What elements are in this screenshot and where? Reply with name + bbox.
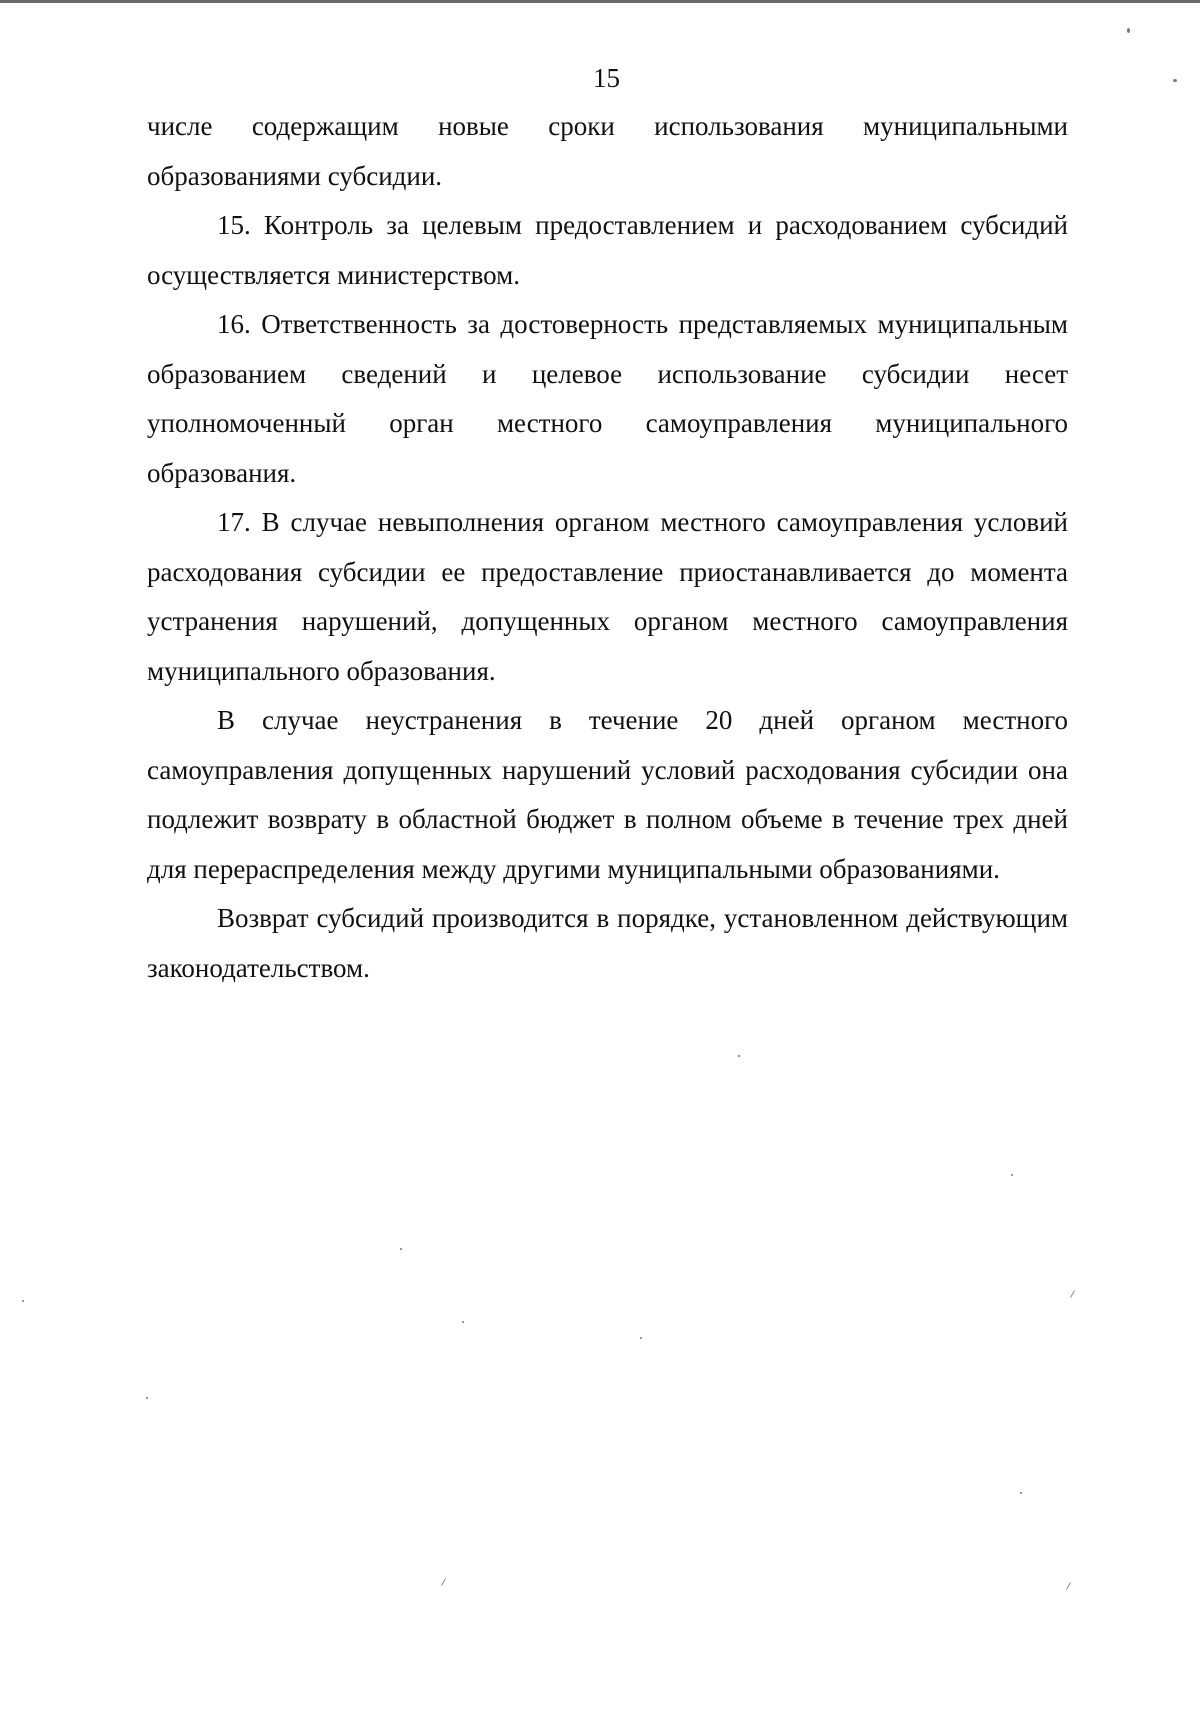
scan-speck: [1173, 79, 1177, 82]
scan-speck: [1020, 1492, 1022, 1494]
scan-top-edge: [0, 0, 1200, 3]
paragraph-17: 17. В случае невыполнения органом местного самоуправления условий расходования субсидии ее предоставление приостанавливается до момента устранения нарушений, допущенных органом местного самоуправления муниципального образования.: [147, 507, 1068, 686]
scan-speck: [22, 1300, 24, 1302]
paragraph-continuation: числе содержащим новые сроки использования муниципальными образованиями субсидии.: [147, 111, 1068, 191]
scan-speck: [1127, 28, 1130, 33]
scan-mark: [1070, 1290, 1075, 1297]
scan-mark: [1066, 1582, 1071, 1589]
scan-speck: [400, 1248, 402, 1250]
scan-speck: [146, 1397, 148, 1399]
page-number: 15: [593, 63, 620, 93]
scan-speck: [738, 1055, 740, 1057]
paragraph-15: 15. Контроль за целевым предоставлением и расходованием субсидий осуществляется министерством.: [147, 210, 1068, 290]
scan-speck: [462, 1321, 464, 1323]
paragraph-non-remedy: В случае неустранения в течение 20 дней органом местного самоуправления допущенных нарушений условий расходования субсидии она подлежит возврату в областной бюджет в полном объеме в течение трех дней для перераспределения между другими муниципальными образованиями.: [147, 705, 1068, 884]
document-body: [147, 102, 1068, 993]
scan-speck: [1011, 1174, 1013, 1176]
scan-speck: [640, 1337, 642, 1339]
paragraph-16: 16. Ответственность за достоверность представляемых муниципальным образованием сведений и целевое использование субсидии несет уполномоченный орган местного самоуправления муниципального образования.: [147, 309, 1068, 488]
scan-mark: [441, 1578, 446, 1585]
paragraph-refund: Возврат субсидий производится в порядке, установленном действующим законодательством.: [147, 903, 1068, 983]
